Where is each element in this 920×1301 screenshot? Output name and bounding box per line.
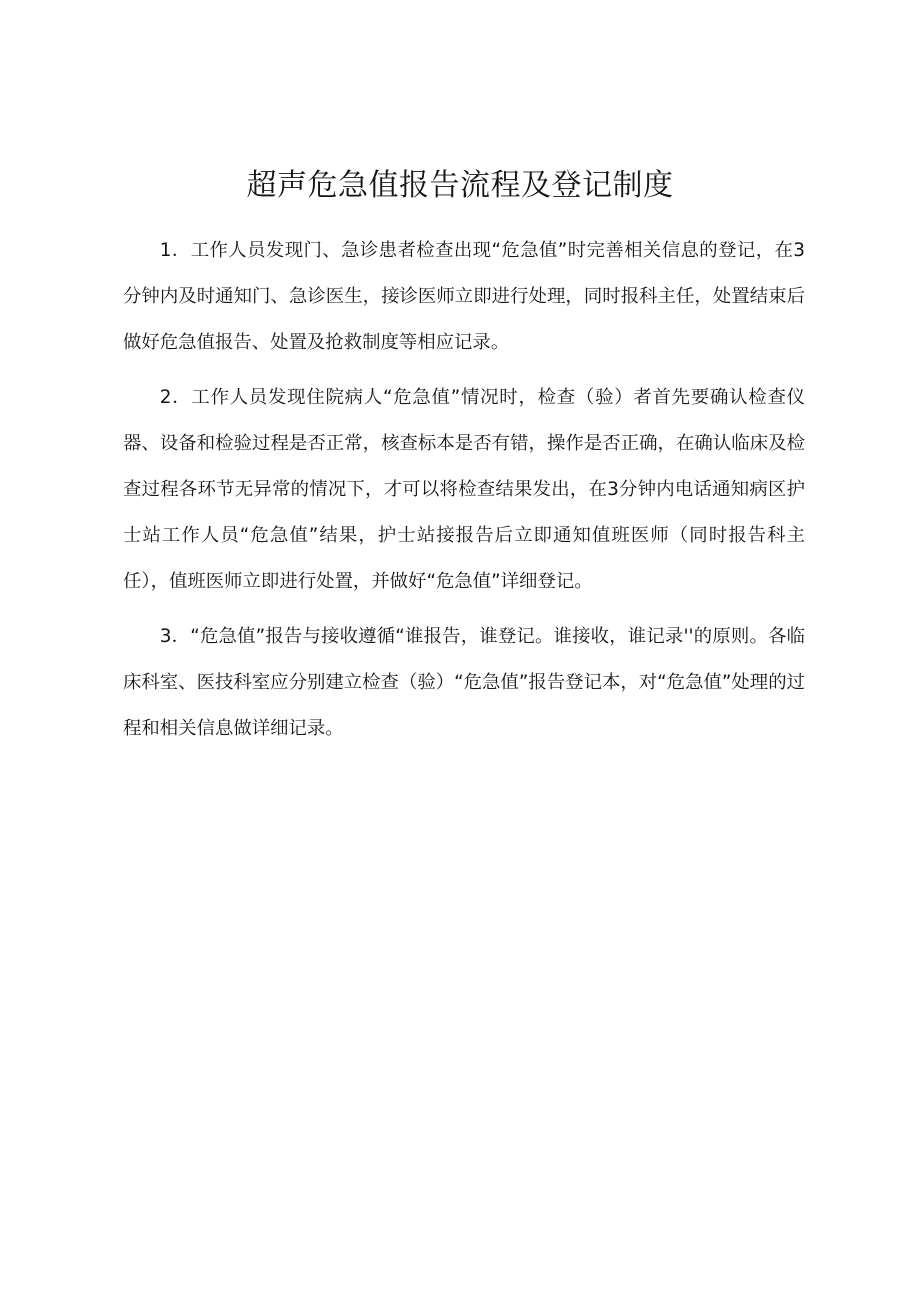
paragraph-1: 1．工作人员发现门、急诊患者检查出现“危急值”时完善相关信息的登记，在3分钟内及时通知门、急诊医生，接诊医师立即进行处理，同时报科主任，处置结束后做好危急值报告、处置及抢救制度等相应记录。 bbox=[123, 240, 805, 354]
document-body bbox=[123, 228, 805, 760]
paragraph-2: 2．工作人员发现住院病人“危急值”情况时，检查（验）者首先要确认检查仪器、设备和检验过程是否正常，核查标本是否有错，操作是否正确，在确认临床及检查过程各环节无异常的情况下，才可以将检查结果发出，在3分钟内电话通知病区护士站工作人员“危急值”结果，护士站接报告后立即通知值班医师（同时报告科主任），值班医师立即进行处置，并做好“危急值”详细登记。 bbox=[123, 386, 805, 593]
document-title: 超声危急值报告流程及登记制度 bbox=[246, 168, 674, 203]
paragraph-3: 3．“危急值”报告与接收遵循“谁报告，谁登记。谁接收，谁记录''的原则。各临床科室、医技科室应分别建立检查（验）“危急值”报告登记本，对“危急值”处理的过程和相关信息做详细记录。 bbox=[123, 625, 805, 740]
